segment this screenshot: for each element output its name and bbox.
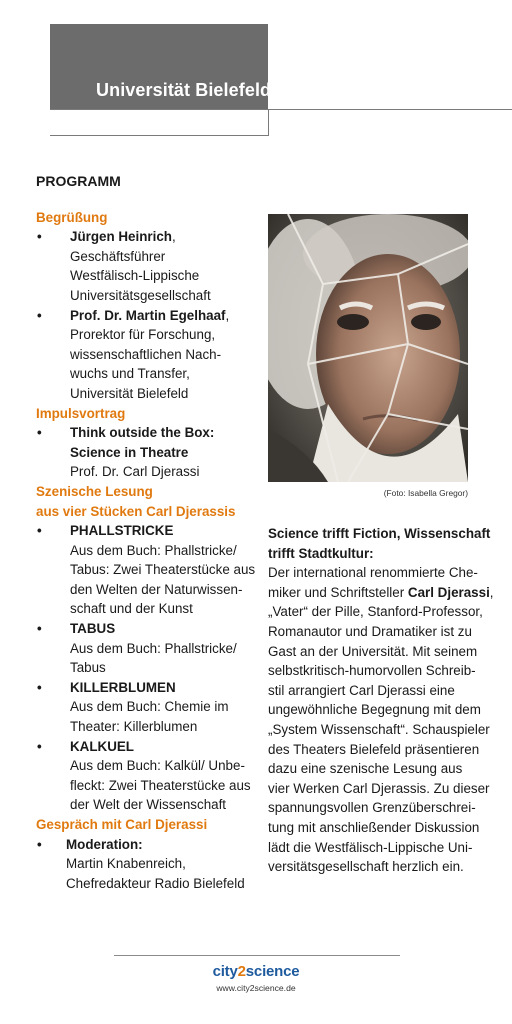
list-item: • Prof. Dr. Martin Egelhaaf, Prorektor für Forschung, wissenschaftlichen Nach- wuchs und Transfer, Universität Bielefeld bbox=[36, 306, 264, 404]
program-heading: PROGRAMM bbox=[36, 173, 121, 189]
bullet-icon: • bbox=[37, 621, 42, 637]
description-line: miker und Schriftsteller Carl Djerassi, bbox=[268, 584, 494, 600]
moderator-line: Chefredakteur Radio Bielefeld bbox=[66, 875, 245, 891]
list-item bbox=[36, 737, 264, 815]
description-line: stil arrangiert Carl Djerassi eine bbox=[268, 682, 455, 698]
section-impulsvortrag: Impulsvortrag bbox=[36, 405, 126, 421]
author-name: Carl Djerassi bbox=[407, 584, 490, 600]
description-line: selbstkritisch-humorvollen Schreib- bbox=[268, 663, 476, 679]
play-source-line: Tabus bbox=[70, 660, 106, 676]
play-source-line: schaft und der Kunst bbox=[70, 601, 193, 617]
description-heading: trifft Stadtkultur: bbox=[268, 545, 374, 561]
header-rule-bottom bbox=[50, 135, 269, 136]
play-source-line: Theater: Killerblumen bbox=[70, 719, 198, 735]
footer-rule bbox=[114, 955, 400, 956]
moderation-label: Moderation: bbox=[66, 836, 143, 852]
play-source-line: der Welt der Wissenschaft bbox=[70, 797, 227, 813]
speaker-name: Prof. Dr. Martin Egelhaaf bbox=[70, 307, 226, 323]
bullet-icon: • bbox=[37, 523, 42, 539]
bullet-icon: • bbox=[37, 307, 42, 323]
play-source-line: Aus dem Buch: Phallstricke/ bbox=[70, 640, 237, 656]
description-line: „Vater“ der Pille, Stanford-Professor, bbox=[268, 604, 483, 620]
list-item bbox=[36, 678, 264, 737]
list-item bbox=[36, 835, 264, 894]
description-line: tung mit anschließender Diskussion bbox=[268, 819, 480, 835]
portrait-photo bbox=[268, 214, 468, 482]
footer-url: www.city2science.de bbox=[216, 983, 296, 993]
moderator-line: Martin Knabenreich, bbox=[66, 856, 186, 872]
talk-speaker: Prof. Dr. Carl Djerassi bbox=[70, 464, 200, 480]
play-source-line: Tabus: Zwei Theaterstücke aus bbox=[70, 562, 256, 578]
bullet-icon: • bbox=[37, 229, 42, 245]
speaker-role-line: Universität Bielefeld bbox=[70, 385, 189, 401]
header-rule-vertical bbox=[268, 109, 269, 136]
list-item: • Jürgen Heinrich, Geschäftsführer Westfälisch-Lippische Universitätsgesellschaft bbox=[36, 227, 264, 305]
talk-title: Science in Theatre bbox=[70, 444, 189, 460]
play-source-line: Aus dem Buch: Kalkül/ Unbe- bbox=[70, 758, 245, 774]
bullet-icon: • bbox=[37, 679, 42, 695]
city2science-logo: city2science bbox=[212, 963, 300, 980]
description-line: des Theaters Bielefeld präsentieren bbox=[268, 741, 480, 757]
list-item bbox=[36, 521, 264, 619]
speaker-role-line: Geschäftsführer bbox=[70, 248, 166, 264]
description-line: Romanautor und Dramatiker ist zu bbox=[268, 623, 472, 639]
header-rule bbox=[50, 109, 512, 110]
description-line: „System Wissenschaft“. Schauspieler bbox=[268, 721, 490, 737]
description-line: versitätsgesellschaft herzlich ein. bbox=[268, 859, 464, 875]
description-line: vier Werken Carl Djerassis. Zu dieser bbox=[268, 780, 490, 796]
section-begruessung: Begrüßung bbox=[36, 209, 108, 225]
play-title: PHALLSTRICKE bbox=[70, 523, 174, 539]
bullet-icon: • bbox=[37, 425, 42, 441]
description-line: lädt die Westfälisch-Lippische Uni- bbox=[268, 839, 473, 855]
play-source-line: Aus dem Buch: Phallstricke/ bbox=[70, 542, 237, 558]
section-gespraech: Gespräch mit Carl Djerassi bbox=[36, 817, 208, 832]
speaker-role-line: Prorektor für Forschung, bbox=[70, 327, 216, 343]
university-title: Universität Bielefeld bbox=[96, 80, 272, 100]
description-heading: Science trifft Fiction, Wissenschaft bbox=[268, 526, 491, 541]
section-lesung: Szenische Lesung bbox=[36, 483, 153, 499]
portrait-image bbox=[268, 214, 468, 482]
list-item bbox=[36, 423, 264, 482]
play-title: TABUS bbox=[70, 621, 116, 637]
description-line: Gast an der Universität. Mit seinem bbox=[268, 643, 478, 659]
play-source-line: Aus dem Buch: Chemie im bbox=[70, 699, 229, 715]
play-title: KILLERBLUMEN bbox=[70, 679, 176, 695]
description-column bbox=[268, 524, 500, 877]
speaker-name: Jürgen Heinrich bbox=[70, 229, 172, 245]
speaker-role-line: Westfälisch-Lippische bbox=[70, 268, 200, 284]
list-item bbox=[36, 619, 264, 678]
description-line: Der international renommierte Che- bbox=[268, 565, 478, 581]
play-title: KALKUEL bbox=[70, 738, 134, 754]
speaker-role-line: wuchs und Transfer, bbox=[70, 366, 190, 382]
section-lesung-sub: aus vier Stücken Carl Djerassis bbox=[36, 503, 236, 519]
play-source-line: fleckt: Zwei Theaterstücke aus bbox=[70, 777, 251, 793]
bullet-icon: • bbox=[37, 836, 42, 852]
description-line: ungewöhnliche Begegnung mit dem bbox=[268, 702, 481, 718]
photo-caption: (Foto: Isabella Gregor) bbox=[383, 488, 468, 498]
speaker-role-line: Universitätsgesellschaft bbox=[70, 287, 211, 303]
program-column bbox=[36, 172, 264, 893]
description-line: dazu eine szenische Lesung aus bbox=[268, 761, 463, 777]
play-source-line: den Welten der Naturwissen- bbox=[70, 581, 243, 597]
description-line: spannungsvollen Grenzüberschrei- bbox=[268, 800, 476, 816]
speaker-role-line: wissenschaftlichen Nach- bbox=[70, 346, 222, 362]
bullet-icon: • bbox=[37, 738, 42, 754]
talk-title: Think outside the Box: bbox=[70, 425, 215, 441]
